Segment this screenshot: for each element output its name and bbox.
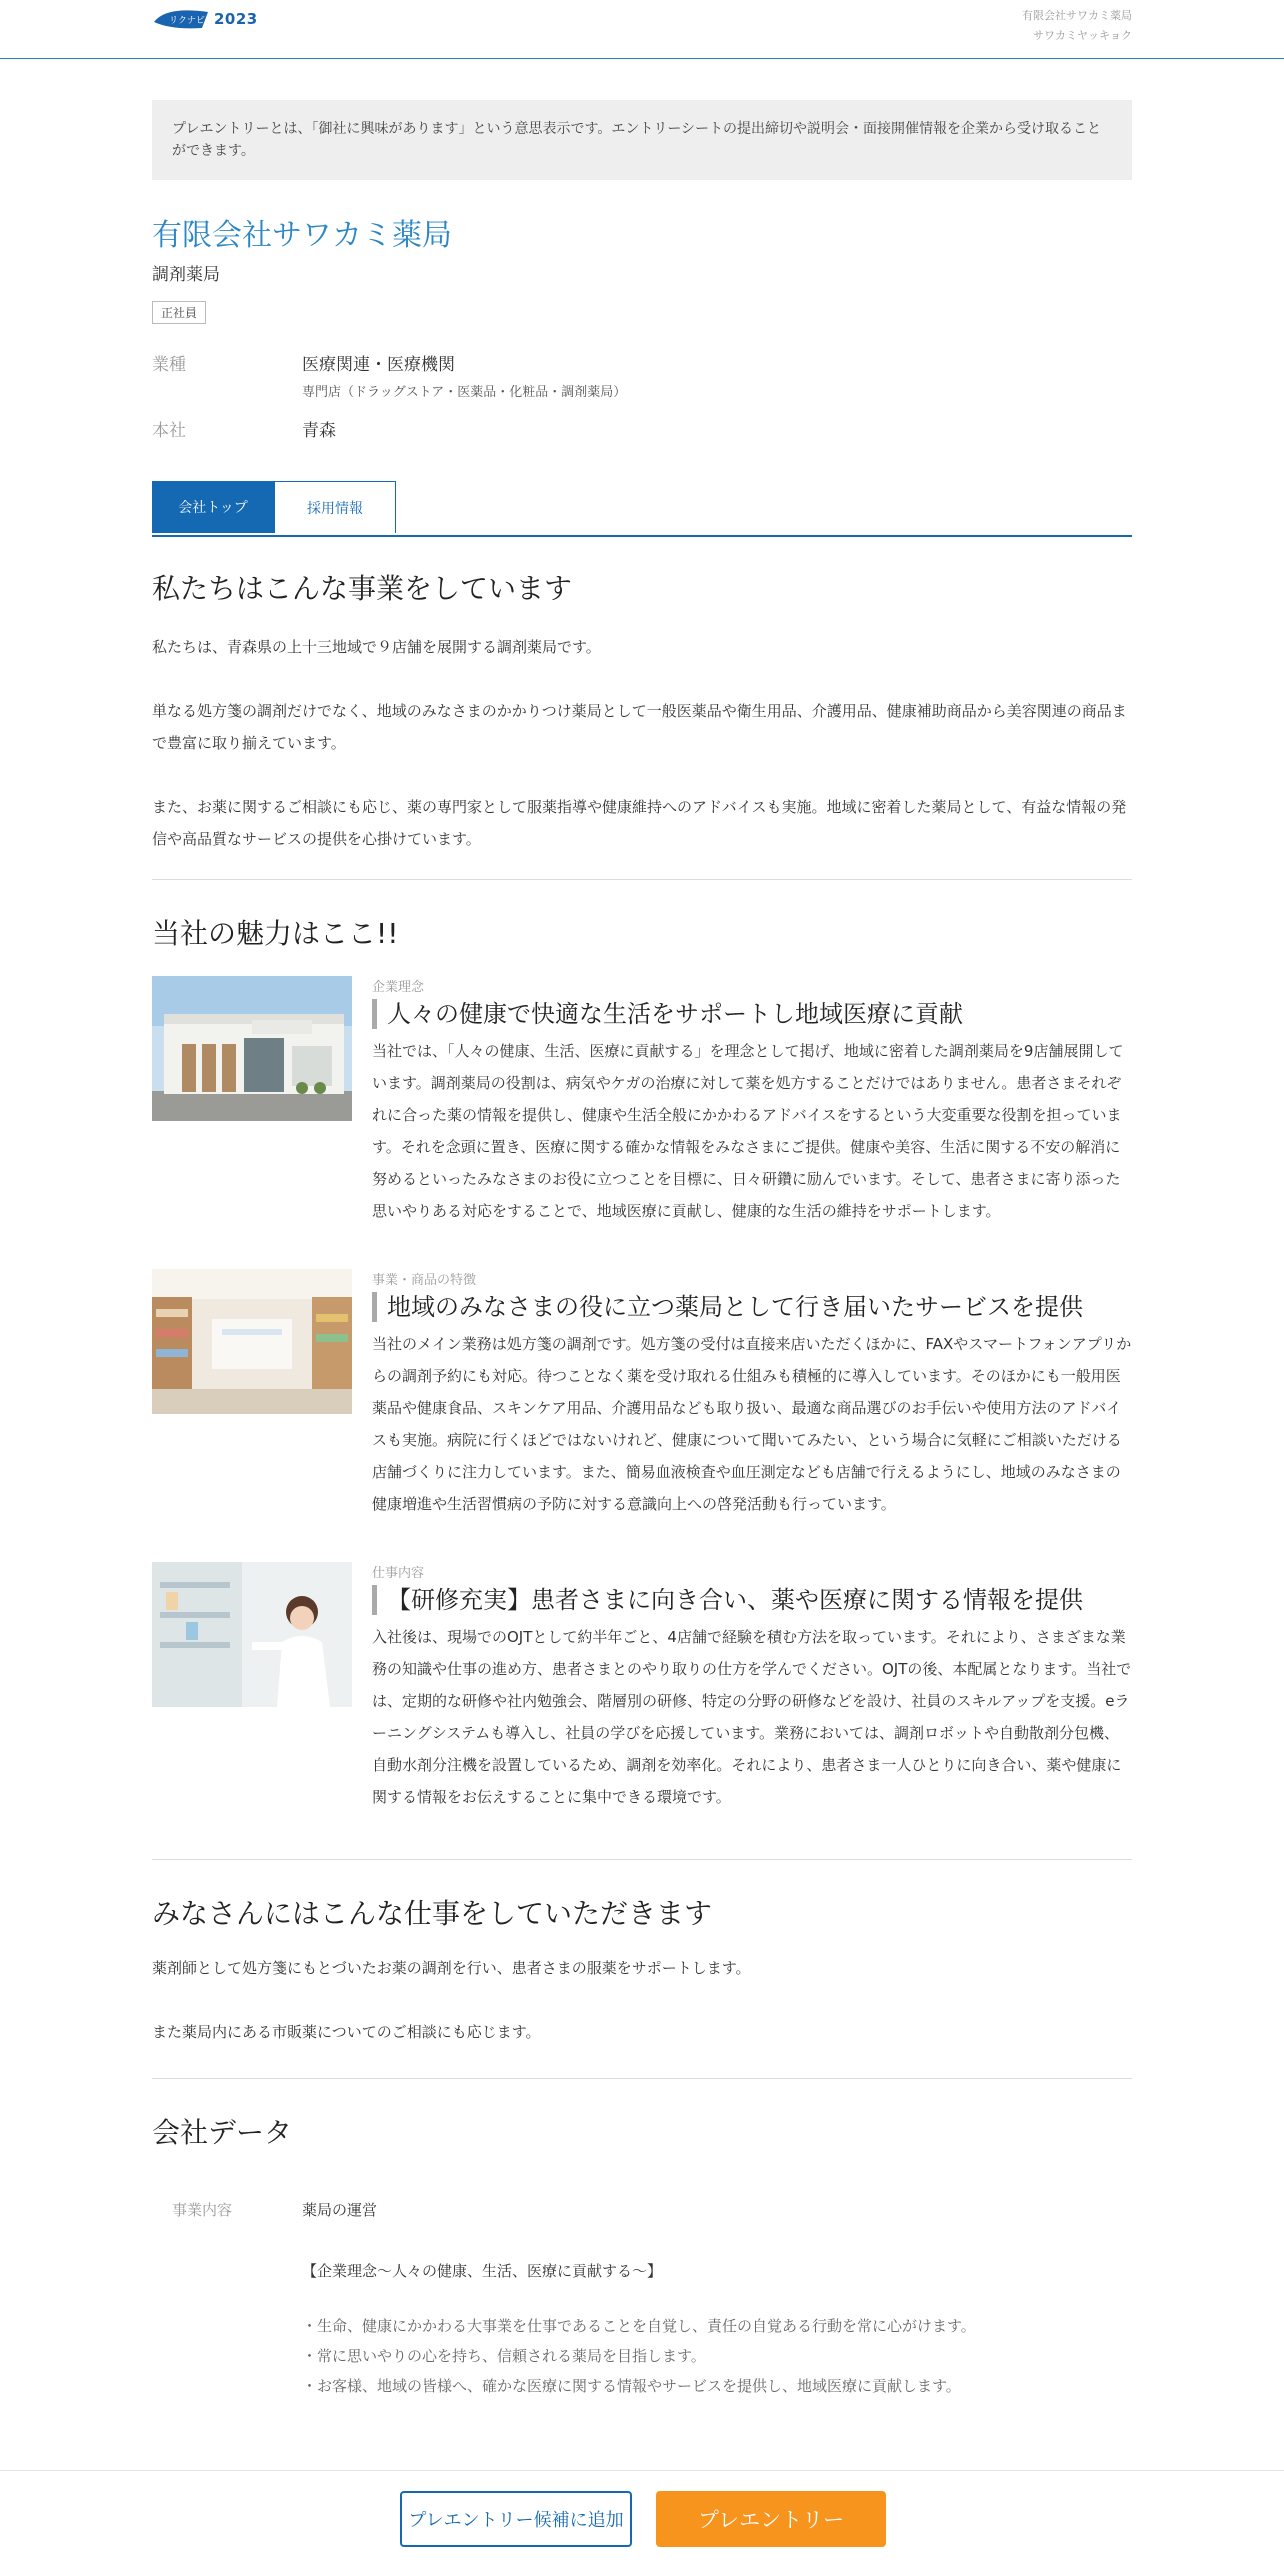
- work-title: みなさんにはこんな仕事をしていただきます: [152, 1897, 713, 1930]
- feature-category: 仕事内容: [372, 1566, 425, 1581]
- hq-label: 本社: [152, 421, 186, 441]
- business-paragraph: 私たちは、青森県の上十三地域で９店舗を展開する調剤薬局です。: [152, 638, 601, 656]
- entry-action-bar: [0, 2470, 1284, 2569]
- company-data-label: 事業内容: [172, 2201, 233, 2219]
- add-to-candidates-button[interactable]: プレエントリー候補に追加: [400, 2491, 632, 2547]
- company-data-bullet: ・お客様、地域の皆様へ、確かな医療に関する情報やサービスを提供し、地域医療に貢献します。: [302, 2377, 961, 2395]
- appeal-title: 当社の魅力はここ!!: [152, 917, 399, 950]
- logo-year: 2023: [214, 10, 258, 28]
- feature-item: [152, 976, 1132, 1227]
- employment-badge: 正社員: [152, 301, 206, 324]
- company-data-section: [152, 2113, 1132, 2401]
- section-divider: [152, 1859, 1132, 1860]
- hq-row: [152, 416, 1132, 441]
- header-company-kana: サワカミヤッキョク: [1033, 29, 1132, 42]
- section-divider: [152, 879, 1132, 880]
- company-data-row: [152, 2199, 1132, 2401]
- site-header: [0, 0, 1284, 59]
- industry-label: 業種: [152, 355, 186, 375]
- pre-entry-notice: プレエントリーとは、「御社に興味があります」という意思表示です。エントリーシートの提出締切や説明会・面接開催情報を企業から受け取ることができます。: [152, 100, 1132, 180]
- section-divider: [152, 2078, 1132, 2079]
- feature-image-store-interior: [152, 1269, 352, 1414]
- industry-sub: 専門店（ドラッグストア・医薬品・化粧品・調剤薬局）: [302, 385, 627, 400]
- tab-recruitment-info[interactable]: 採用情報: [274, 481, 396, 533]
- feature-item: [152, 1562, 1132, 1813]
- feature-text: 入社後は、現場でのOJTとして約半年ごと、4店舗で経験を積む方法を取っています。それにより、さまざまな業務の知識や仕事の進め方、患者さまとのやり取りの仕方を学んでください。OJTの後、本配属となります。当社では、定期的な研修や社内勉強会、階層別の研修、特定の分野の研修などを設け、社員のスキルアップを支援。eラーニングシステムも導入し、社員の学びを応援しています。業務においては、調剤ロボットや自動散剤分包機、自動水剤分注機を設置しているため、調剤を効率化。それにより、患者さま一人ひとりに向き合い、薬や健康に関する情報をお伝えすることに集中できる環境です。: [372, 1628, 1132, 1806]
- feature-image-pharmacy-exterior: [152, 976, 352, 1121]
- logo-swoosh-icon: [152, 8, 210, 30]
- feature-text: 当社では、「人々の健康、生活、医療に貢献する」を理念として掲げ、地域に密着した調剤薬局を9店舗展開しています。調剤薬局の役割は、病気やケガの治療に対して薬を処方することだけではありません。患者さまそれぞれに合った薬の情報を提供し、健康や生活全般にかかわるアドバイスをするという大変重要な役割を担っています。それを念頭に置き、医療に関する確かな情報をみなさまにご提供。健康や美容、生活に関する不安の解消に努めるといったみなさまのお役に立つことを目標に、日々研鑽に励んでいます。そして、患者さまに寄り添った思いやりある対応をすることで、地域医療に貢献し、健康的な生活の維持をサポートします。: [372, 1042, 1124, 1220]
- company-data-bullet: ・常に思いやりの心を持ち、信頼される薬局を目指します。: [302, 2347, 706, 2365]
- company-data-title: 会社データ: [152, 2116, 293, 2149]
- header-company: [1022, 6, 1132, 46]
- svg-text:リクナビ: リクナビ: [169, 16, 205, 26]
- feature-title: 【研修充実】患者さまに向き合い、薬や医療に関する情報を提供: [372, 1585, 1132, 1615]
- rikunabi-logo[interactable]: [152, 4, 258, 34]
- feature-image-pharmacist: [152, 1562, 352, 1707]
- hq-value: 青森: [302, 421, 336, 441]
- company-data-value: 薬局の運営: [302, 2201, 378, 2219]
- work-paragraph: また薬局内にある市販薬についてのご相談にも応じます。: [152, 2023, 541, 2041]
- main-content: [152, 100, 1132, 2401]
- business-title: 私たちはこんな事業をしています: [152, 572, 573, 605]
- industry-row: [152, 350, 1132, 400]
- pre-entry-button[interactable]: プレエントリー: [656, 2491, 886, 2547]
- business-paragraph: また、お薬に関するご相談にも応じ、薬の専門家として服薬指導や健康維持へのアドバイスも実施。地域に密着した薬局として、有益な情報の発信や高品質なサービスの提供を心掛けています。: [152, 798, 1127, 848]
- feature-text: 当社のメイン業務は処方箋の調剤です。処方箋の受付は直接来店いただくほかに、FAXやスマートフォンアプリからの調剤予約にも対応。待つことなく薬を受け取れる仕組みも積極的に導入しています。そのほかにも一般用医薬品や健康食品、スキンケア用品、介護用品なども取り扱い、最適な商品選びのお手伝いや使用方法のアドバイスも実施。病院に行くほどではないけれど、健康について聞いてみたい、という場合に気軽にご相談いただける店舗づくりに注力しています。また、簡易血液検査や血圧測定なども店舗で行えるようにし、地域のみなさまの健康増進や生活習慣病の予防に対する意識向上への啓発活動も行っています。: [372, 1335, 1132, 1513]
- industry-value: 医療関連・医療機関: [302, 355, 455, 375]
- appeal-section: [152, 914, 1132, 1813]
- tab-company-top[interactable]: 会社トップ: [152, 481, 274, 533]
- feature-category: 企業理念: [372, 980, 425, 995]
- company-data-bullets: [302, 2311, 976, 2401]
- company-tabs: [152, 481, 1132, 537]
- feature-category: 事業・商品の特徴: [372, 1273, 477, 1288]
- feature-title: 人々の健康で快適な生活をサポートし地域医療に貢献: [372, 999, 1132, 1029]
- company-subtitle: 調剤薬局: [152, 265, 220, 285]
- business-section: [152, 569, 1132, 855]
- company-data-philosophy: 【企業理念～人々の健康、生活、医療に貢献する～】: [302, 2262, 663, 2280]
- work-paragraph: 薬剤師として処方箋にもとづいたお薬の調剤を行い、患者さまの服薬をサポートします。: [152, 1959, 751, 1977]
- work-section: [152, 1894, 1132, 2048]
- company-name: 有限会社サワカミ薬局: [152, 218, 452, 253]
- feature-item: [152, 1269, 1132, 1520]
- company-data-bullet: ・生命、健康にかかわる大事業を仕事であることを自覚し、責任の自覚ある行動を常に心がけます。: [302, 2317, 976, 2335]
- business-paragraph: 単なる処方箋の調剤だけでなく、地域のみなさまのかかりつけ薬局として一般医薬品や衛生用品、介護用品、健康補助商品から美容関連の商品まで豊富に取り揃えています。: [152, 702, 1127, 752]
- feature-title: 地域のみなさまの役に立つ薬局として行き届いたサービスを提供: [372, 1292, 1132, 1322]
- header-company-name: 有限会社サワカミ薬局: [1022, 9, 1132, 22]
